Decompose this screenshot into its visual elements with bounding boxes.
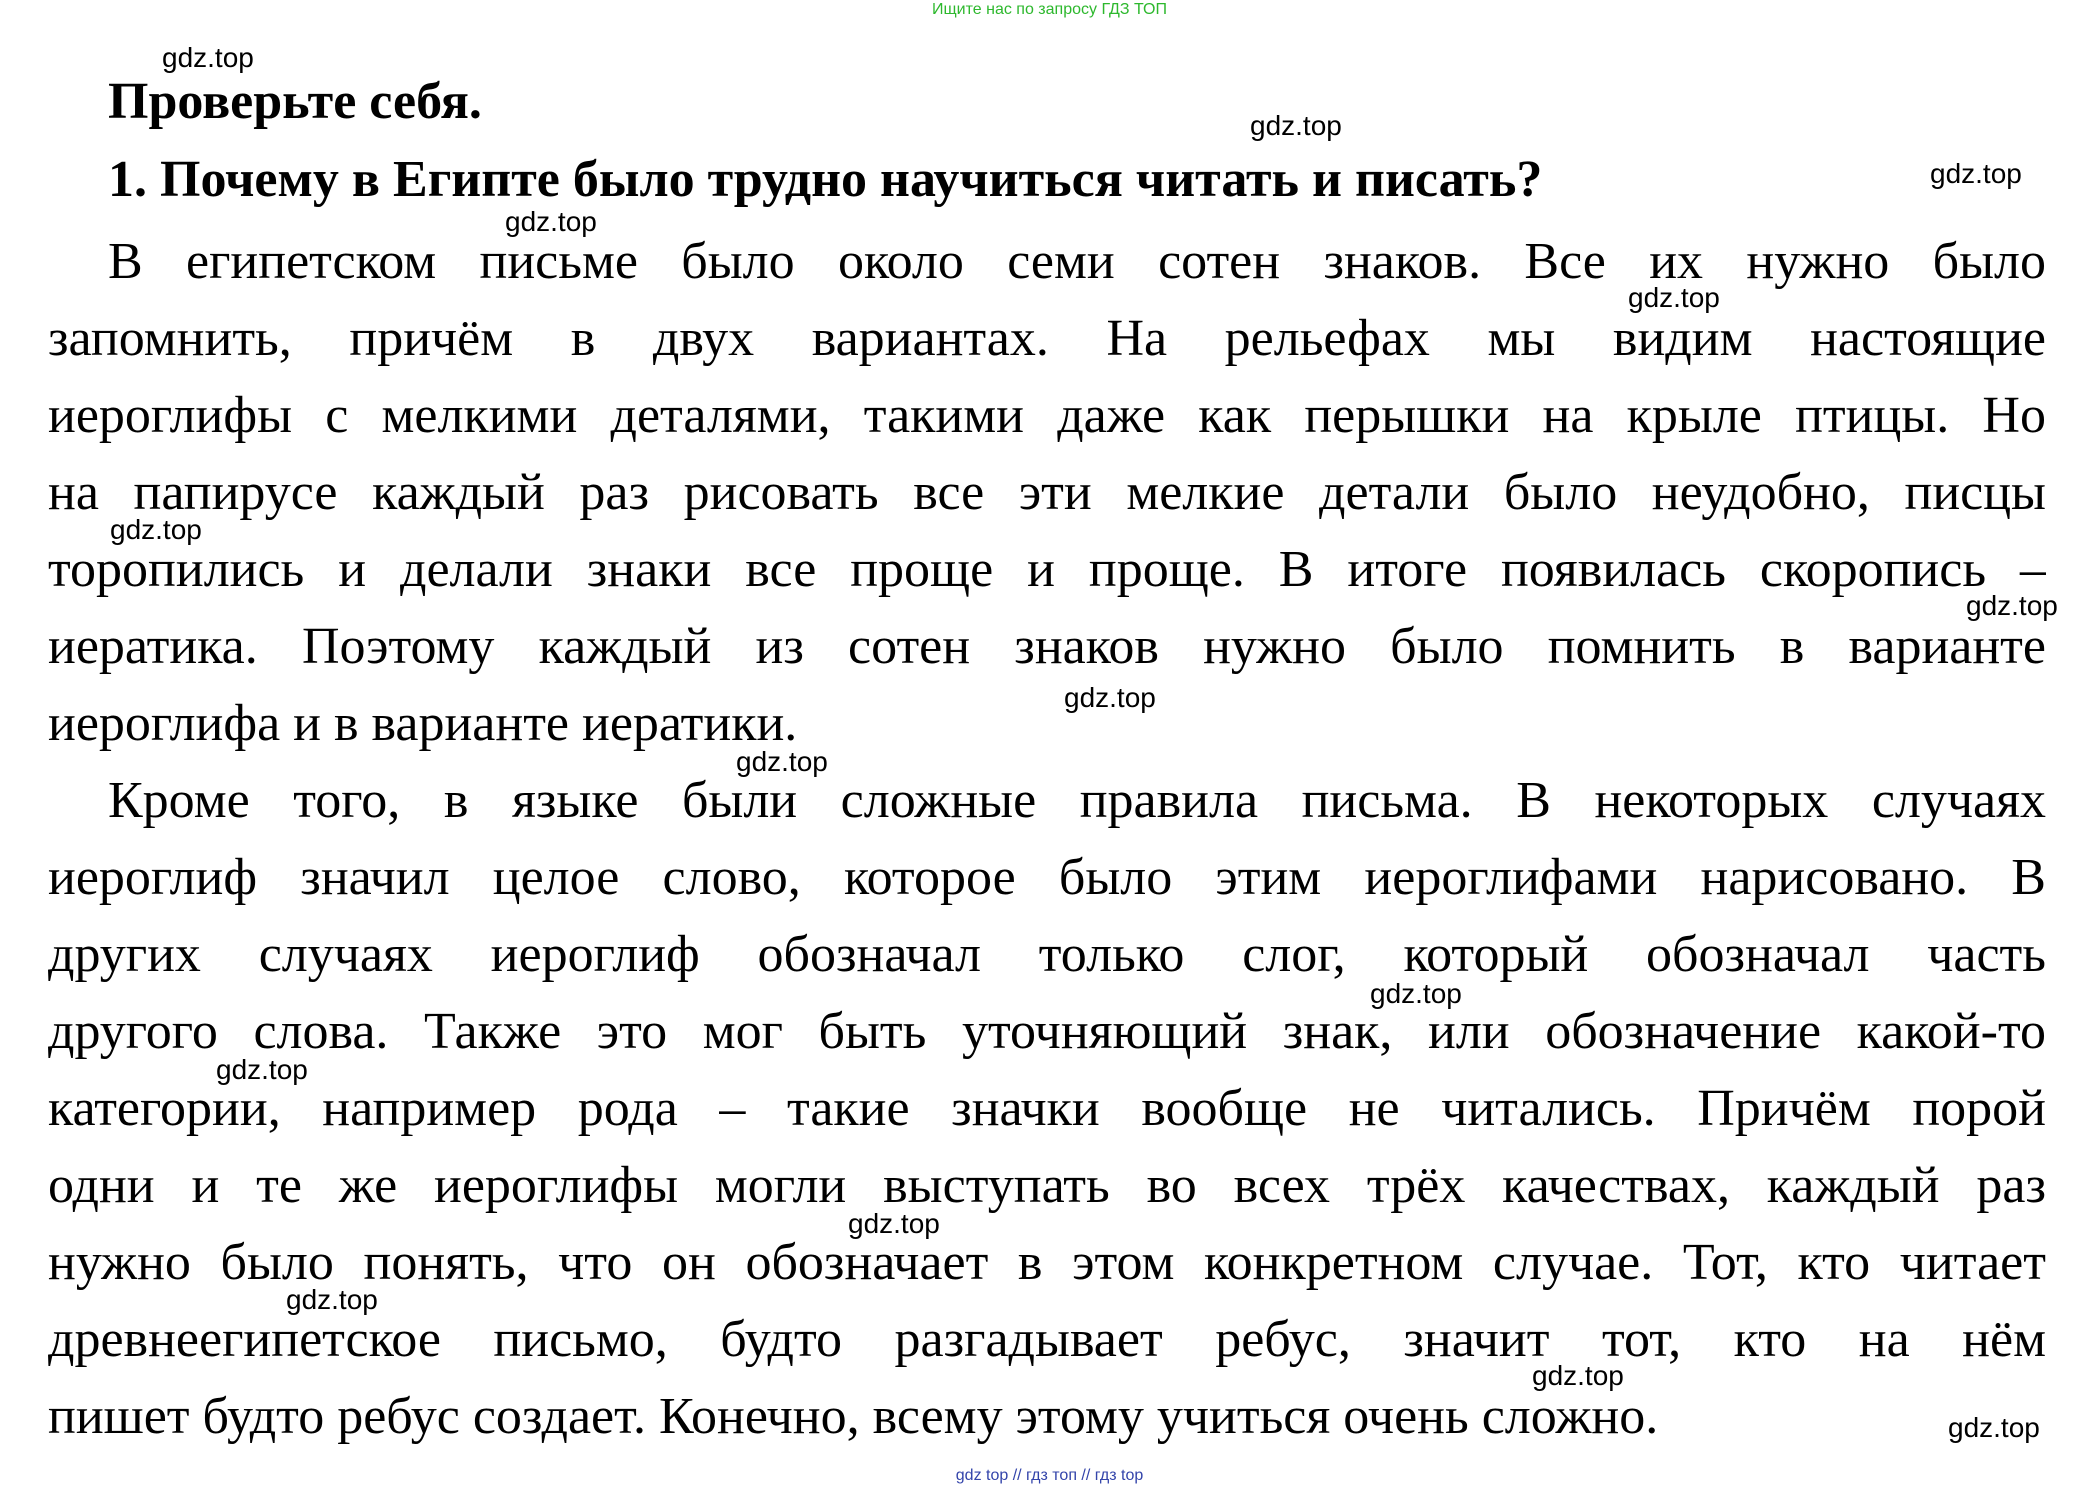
watermark: gdz.top xyxy=(1966,590,2058,621)
paragraph-line: иероглифы с мелкими деталями, такими даже как перышки на крыле птицы. Но xyxy=(48,387,2046,444)
watermark: gdz.top xyxy=(110,514,202,545)
paragraph-line: категории, например рода – такие значки вообще не читались. Причём порой xyxy=(48,1080,2046,1137)
watermark: gdz.top xyxy=(848,1208,940,1239)
watermark: gdz.top xyxy=(1628,282,1720,313)
paragraph-line: запомнить, причём в двух вариантах. На рельефах мы видим настоящие xyxy=(48,310,2046,367)
watermark: gdz.top xyxy=(162,42,254,73)
watermark: gdz.top xyxy=(736,746,828,777)
question-title: 1. Почему в Египте было трудно научиться читать и писать? xyxy=(108,151,1543,208)
paragraph-line: пишет будто ребус создает. Конечно, всему этому учиться очень сложно. xyxy=(48,1388,1659,1445)
paragraph-line: одни и те же иероглифы могли выступать во всех трёх качествах, каждый раз xyxy=(48,1157,2046,1214)
paragraph-line: торопились и делали знаки все проще и проще. В итоге появилась скоропись – xyxy=(48,541,2046,598)
paragraph-line: иероглиф значил целое слово, которое было этим иероглифами нарисовано. В xyxy=(48,849,2046,906)
footer-watermark: gdz top // гдз топ // гдз top xyxy=(955,1467,1144,1484)
paragraph-line: другого слова. Также это мог быть уточняющий знак, или обозначение какой-то xyxy=(48,1003,2046,1060)
paragraph-line: В египетском письме было около семи сотен знаков. Все их нужно было xyxy=(108,233,2046,290)
paragraph-line: иероглифа и в варианте иератики. xyxy=(48,695,798,752)
watermark: gdz.top xyxy=(1250,110,1342,141)
watermark: gdz.top xyxy=(1064,682,1156,713)
watermark: gdz.top xyxy=(1532,1360,1624,1391)
paragraph-line: иератика. Поэтому каждый из сотен знаков нужно было помнить в варианте xyxy=(48,618,2046,675)
top-banner: Ищите нас по запросу ГДЗ ТОП xyxy=(932,1,1167,18)
paragraph-line: других случаях иероглиф обозначал только слог, который обозначал часть xyxy=(48,926,2046,983)
paragraph-line: Кроме того, в языке были сложные правила письма. В некоторых случаях xyxy=(108,772,2046,829)
watermark: gdz.top xyxy=(1930,158,2022,189)
paragraph-line: древнеегипетское письмо, будто разгадывает ребус, значит тот, кто на нём xyxy=(48,1311,2046,1368)
section-heading: Проверьте себя. xyxy=(108,73,482,130)
watermark: gdz.top xyxy=(1370,978,1462,1009)
watermark: gdz.top xyxy=(286,1284,378,1315)
paragraph-line: нужно было понять, что он обозначает в этом конкретном случае. Тот, кто читает xyxy=(48,1234,2046,1291)
watermark: gdz.top xyxy=(505,206,597,237)
watermark: gdz.top xyxy=(216,1054,308,1085)
watermark: gdz.top xyxy=(1948,1412,2040,1443)
paragraph-line: на папирусе каждый раз рисовать все эти мелкие детали было неудобно, писцы xyxy=(48,464,2046,521)
